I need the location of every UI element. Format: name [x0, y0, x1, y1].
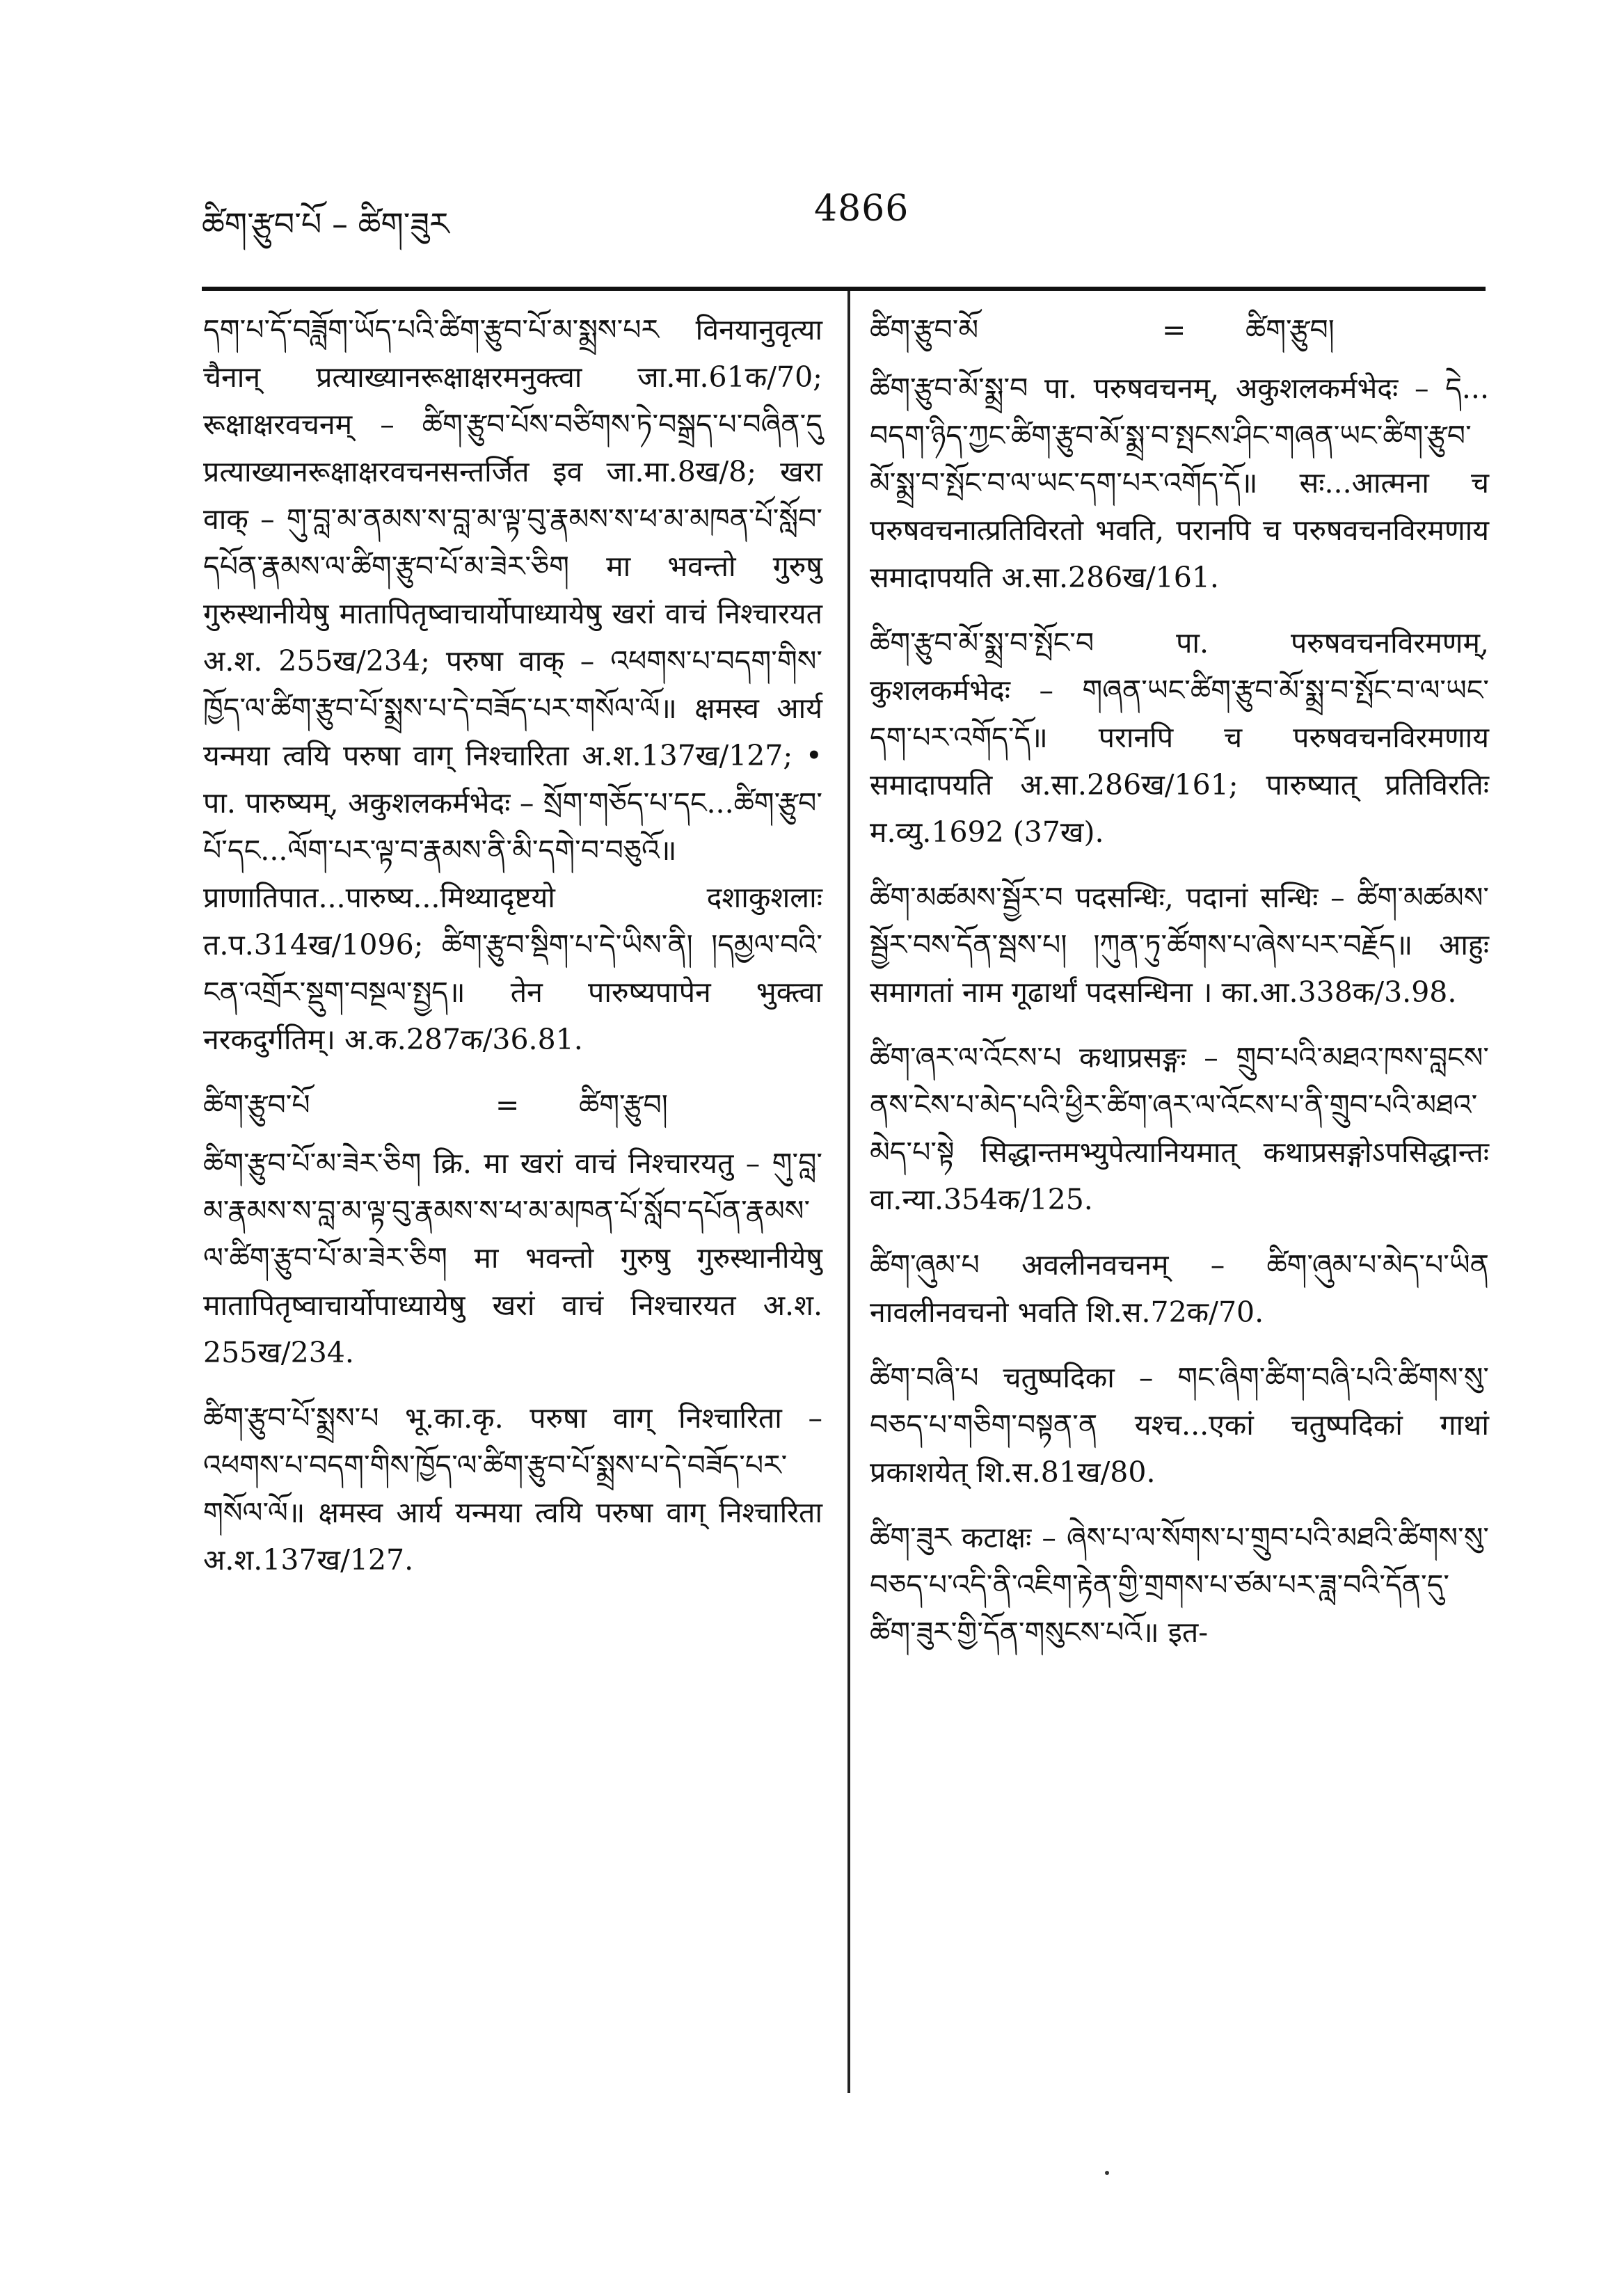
cross-reference-entry — [870, 306, 1489, 353]
right-column — [870, 306, 1489, 1674]
dictionary-entry: ཚིག་ཞར་ལ་འོངས་པ कथाप्रसङ्गः – གྲུབ་པའི་མཐའ་ཁས་བླངས་ནས་ངེས་པ་མེད་པའི་ཕྱིར་ཚིག་ཞར་ལ་འོངས་པ་ནི་གྲུབ་པའི་མཐའ་མེད་པ་སྟེ सिद्धान्तमभ्युपेत्यानियमात् कथाप्रसङ्गोऽपसिद्धान्तः वा.न्या.354क/125. — [870, 1041, 1489, 1216]
dictionary-entry: ཚིག་རྩུབ་པོ་སྨྲས་པ भू.का.कृ. परुषा वाग् निश्चारिता – འཕགས་པ་བདག་གིས་ཁྱོད་ལ་ཚིག་རྩུབ་པོ་སྨྲས་པ་དེ་བཟོད་པར་གསོལ་ལོ॥ क्षमस्व आर्य यन्मया त्वयि परुषा वाग् निश्चारिता अ.श.137ख/127. — [203, 1401, 822, 1577]
cross-reference-entry — [203, 1081, 822, 1129]
scan-speck — [1105, 2171, 1109, 2175]
dictionary-entry: ཚིག་མཚམས་སྦྱོར་བ पदसन्धिः, पदानां सन्धिः – ཚིག་མཚམས་སྦྱོར་བས་དོན་སྦས་པ། །ཀུན་ཏུ་ཚོགས་པ་ཞེས་པར་བརྗོད॥ आहुः समागतां नाम गूढार्थां पदसन्धिना । का.आ.338क/3.98. — [870, 881, 1489, 1009]
equals-sign: = — [1162, 313, 1186, 346]
entry-headword: ཚིག་རྩུབ་པོ — [203, 1088, 310, 1122]
header-rule — [202, 287, 1486, 291]
dictionary-entry: ཚིག་རྩུབ་པོ་མ་ཟེར་ཅིག क्रि. मा खरां वाचं निश्चारयतु – གུ་བླ་མ་རྣམས་ས་བླ་མ་ལྟ་བུ་རྣམས་ས་ཕ་མ་མཁན་པོ་སློབ་དཔོན་རྣམས་ལ་ཚིག་རྩུབ་པོ་མ་ཟེར་ཅིག मा भवन्तो गुरुषु गुरुस्थानीयेषु मातापितृष्वाचार्योपाध्यायेषु खरां वाचं निश्चारयत अ.श. 255ख/234. — [203, 1147, 822, 1369]
column-divider — [847, 291, 850, 2093]
running-head: ཚིག་རྩུབ་པོ – ཚིག་ཟུར — [202, 205, 449, 243]
left-column — [203, 306, 822, 1602]
dictionary-entry: ཚིག་བཞི་པ चतुष्पदिका – གང་ཞིག་ཚིག་བཞི་པའི་ཚིགས་སུ་བཅད་པ་གཅིག་བསྟན་ན यश्च...एकां चतुष्पदिकां गाथां प्रकाशयेत् शि.स.81ख/80. — [870, 1361, 1489, 1489]
reference-target: ཚིག་རྩུབ། — [1245, 313, 1335, 346]
page-number: 4866 — [814, 188, 909, 230]
dictionary-entry: ཚིག་ཟུར कटाक्षः – ཞེས་པ་ལ་སོགས་པ་གྲུབ་པའི་མཐའི་ཚིགས་སུ་བཅད་པ་འདི་ནི་འཇིག་རྟེན་གྱི་གྲགས་པ་ཙམ་པར་ཟླ་བའི་དོན་དུ་ཚིག་ཟུར་གྱི་དོན་གསུངས་པའོ॥ इत- — [870, 1521, 1489, 1649]
dictionary-entry: ཚིག་རྩུབ་མོ་སྨྲ་བ पा. परुषवचनम्, अकुशलकर्मभेदः – དེ... བདག་ཉིད་ཀྱང་ཚིག་རྩུབ་མོ་སྨྲ་བ་སྤངས་ཤིང་གཞན་ཡང་ཚིག་རྩུབ་མོ་སྨྲ་བ་སྤོང་བ་ལ་ཡང་དག་པར་འགོད་དོ॥ सः...आत्मना च परुषवचनात्प्रतिविरतो भवति, परानपि च परुषवचनविरमणाय समादापयति अ.सा.286ख/161. — [870, 372, 1489, 594]
entry-headword: ཚིག་རྩུབ་མོ — [870, 313, 979, 346]
dictionary-entry: དག་པ་དོ་བཟློག་ཡོད་པའི་ཚིག་རྩུབ་པོ་མ་སྨྲས་པར विनयानुवृत्या चैनान् प्रत्याख्यानरूक्षाक्षरमनुक्त्वा जा.मा.61क/70; रूक्षाक्षरवचनम् – ཚིག་རྩུབ་པོས་བཙིགས་ཏེ་བསྒྲད་པ་བཞིན་དུ प्रत्याख्यानरूक्षाक्षरवचनसन्तर्जित इव जा.मा.8ख/8; खरा वाक् – གུ་བླ་མ་ནམས་ས་བླ་མ་ལྟ་བུ་རྣམས་ས་ཕ་མ་མཁན་པོ་སློབ་དཔོན་རྣམས་ལ་ཚིག་རྩུབ་པོ་མ་ཟེར་ཅིག मा भवन्तो गुरुषु गुरुस्थानीयेषु मातापितृष्वाचार्योपाध्यायेषु खरां वाचं निश्चारयत अ.श. 255ख/234; परुषा वाक् – འཕགས་པ་བདག་གིས་ཁྱོད་ལ་ཚིག་རྩུབ་པོ་སྨྲས་པ་དེ་བཟོད་པར་གསོལ་ལོ॥ क्षमस्व आर्य यन्मया त्वयि परुषा वाग् निश्चारिता अ.श.137ख/127; • पा. पारुष्यम्, अकुशलकर्मभेदः – སྲོག་གཅོད་པ་དང...ཚིག་རྩུབ་པོ་དང...ལོག་པར་ལྟ་བ་རྣམས་ནི་མི་དགེ་བ་བཅུའོ॥ प्राणातिपात...पारुष्य...मिथ्यादृष्टयो दशाकुशलाः त.प.314ख/1096; ཚིག་རྩུབ་སྡིག་པ་དེ་ཡིས་ནི། །དམྱལ་བའི་ངན་འགྲོར་སྡུག་བསྔལ་སྤྱད॥ तेन पारुष्यपापेन भुक्त्वा नरकदुर्गतिम्। अ.क.287क/36.81. — [203, 313, 822, 1056]
equals-sign: = — [495, 1088, 520, 1122]
reference-target: ཚིག་རྩུབ། — [579, 1088, 668, 1122]
dictionary-entry: ཚིག་རྩུབ་མོ་སྨྲ་བ་སྤོང་བ पा. परुषवचनविरमणम्, कुशलकर्मभेदः – གཞན་ཡང་ཚིག་རྩུབ་མོ་སྨྲ་བ་སྤོང་བ་ལ་ཡང་དག་པར་འགོད་དོ॥ परानपि च परुषवचनविरमणाय समादापयति अ.सा.286ख/161; पारुष्यात् प्रतिविरतिः म.व्यु.1692 (37ख). — [870, 626, 1489, 849]
dictionary-entry: ཚིག་ཞུམ་པ अवलीनवचनम् – ཚིག་ཞུམ་པ་མེད་པ་ཡིན नावलीनवचनो भवति शि.स.72क/70. — [870, 1248, 1489, 1329]
